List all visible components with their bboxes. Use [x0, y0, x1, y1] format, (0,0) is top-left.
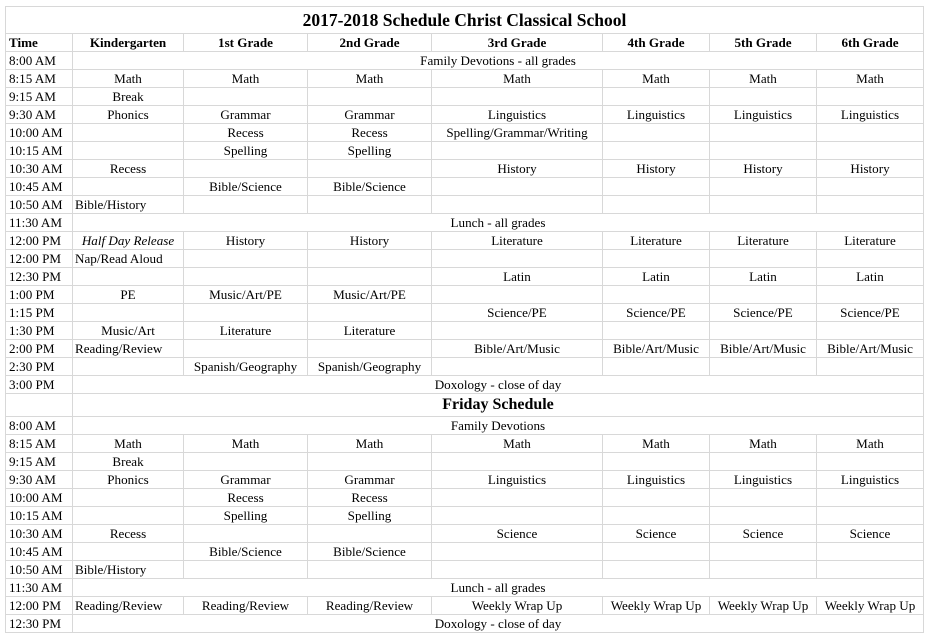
schedule-cell[interactable]: Grammar: [184, 471, 308, 489]
schedule-cell[interactable]: [603, 178, 710, 196]
schedule-row: [6, 471, 924, 489]
schedule-cell[interactable]: [603, 88, 710, 106]
schedule-cell[interactable]: [184, 160, 308, 178]
schedule-cell[interactable]: Bible/Science: [184, 543, 308, 561]
schedule-cell[interactable]: History: [308, 232, 432, 250]
header-row: [6, 34, 924, 52]
time-cell[interactable]: 12:00 PM: [6, 597, 73, 615]
schedule-row: [6, 489, 924, 507]
schedule-cell[interactable]: [73, 358, 184, 376]
schedule-row: [6, 124, 924, 142]
schedule-cell[interactable]: Spelling: [308, 507, 432, 525]
schedule-row: [6, 417, 924, 435]
schedule-cell[interactable]: [817, 250, 924, 268]
schedule-cell[interactable]: Nap/Read Aloud: [73, 250, 184, 268]
schedule-cell[interactable]: [432, 453, 603, 471]
schedule-cell[interactable]: Phonics: [73, 106, 184, 124]
schedule-cell[interactable]: Science/PE: [432, 304, 603, 322]
schedule-cell[interactable]: Weekly Wrap Up: [710, 597, 817, 615]
schedule-row: [6, 160, 924, 178]
schedule-cell[interactable]: [73, 304, 184, 322]
schedule-cell[interactable]: [308, 561, 432, 579]
time-cell[interactable]: 8:15 AM: [6, 70, 73, 88]
schedule-cell[interactable]: [432, 543, 603, 561]
schedule-cell[interactable]: [184, 304, 308, 322]
schedule-cell[interactable]: [308, 304, 432, 322]
schedule-cell[interactable]: Math: [603, 70, 710, 88]
schedule-cell[interactable]: [432, 322, 603, 340]
header-time[interactable]: Time: [6, 34, 73, 52]
schedule-cell[interactable]: [817, 358, 924, 376]
schedule-cell[interactable]: Grammar: [184, 106, 308, 124]
schedule-cell[interactable]: Literature: [603, 232, 710, 250]
schedule-cell[interactable]: [710, 142, 817, 160]
schedule-cell[interactable]: [308, 453, 432, 471]
schedule-cell[interactable]: Recess: [184, 489, 308, 507]
time-cell[interactable]: 10:30 AM: [6, 525, 73, 543]
schedule-cell[interactable]: Latin: [710, 268, 817, 286]
schedule-cell[interactable]: Linguistics: [432, 471, 603, 489]
schedule-cell[interactable]: Linguistics: [432, 106, 603, 124]
schedule-cell[interactable]: History: [184, 232, 308, 250]
schedule-cell[interactable]: History: [432, 160, 603, 178]
schedule-cell[interactable]: Math: [184, 70, 308, 88]
schedule-cell[interactable]: [817, 507, 924, 525]
time-cell[interactable]: 1:00 PM: [6, 286, 73, 304]
schedule-cell[interactable]: [73, 543, 184, 561]
schedule-row: [6, 142, 924, 160]
time-cell[interactable]: 1:30 PM: [6, 322, 73, 340]
schedule-cell[interactable]: Math: [710, 435, 817, 453]
schedule-cell[interactable]: Recess: [73, 160, 184, 178]
schedule-row: [6, 322, 924, 340]
schedule-row: [6, 88, 924, 106]
schedule-cell[interactable]: Weekly Wrap Up: [603, 597, 710, 615]
schedule-cell[interactable]: [710, 543, 817, 561]
schedule-cell[interactable]: Math: [184, 435, 308, 453]
time-cell[interactable]: 12:30 PM: [6, 268, 73, 286]
header-4th-grade[interactable]: 4th Grade: [603, 34, 710, 52]
schedule-cell[interactable]: [603, 250, 710, 268]
schedule-cell[interactable]: Math: [817, 70, 924, 88]
schedule-cell[interactable]: [710, 453, 817, 471]
schedule-row: [6, 70, 924, 88]
time-cell[interactable]: 2:00 PM: [6, 340, 73, 358]
schedule-cell[interactable]: [710, 561, 817, 579]
schedule-cell[interactable]: Half Day Release: [73, 232, 184, 250]
schedule-row: [6, 597, 924, 615]
schedule-cell[interactable]: [308, 268, 432, 286]
schedule-cell[interactable]: [432, 142, 603, 160]
schedule-cell[interactable]: [817, 489, 924, 507]
schedule-cell[interactable]: [603, 322, 710, 340]
schedule-cell[interactable]: [432, 561, 603, 579]
time-cell[interactable]: 10:50 AM: [6, 196, 73, 214]
schedule-cell[interactable]: Grammar: [308, 106, 432, 124]
schedule-cell[interactable]: Math: [432, 70, 603, 88]
schedule-cell[interactable]: [817, 543, 924, 561]
time-cell[interactable]: 1:15 PM: [6, 304, 73, 322]
schedule-cell[interactable]: Break: [73, 88, 184, 106]
schedule-cell[interactable]: [432, 489, 603, 507]
schedule-cell[interactable]: Literature: [710, 232, 817, 250]
schedule-cell[interactable]: Spanish/Geography: [184, 358, 308, 376]
schedule-cell[interactable]: Reading/Review: [73, 597, 184, 615]
all-grades-cell[interactable]: Lunch - all grades: [73, 579, 924, 597]
friday-title-row: [6, 394, 924, 417]
schedule-cell[interactable]: Linguistics: [710, 471, 817, 489]
time-cell[interactable]: 10:00 AM: [6, 489, 73, 507]
schedule-cell[interactable]: Music/Art/PE: [184, 286, 308, 304]
time-cell[interactable]: 9:15 AM: [6, 88, 73, 106]
schedule-cell[interactable]: [73, 178, 184, 196]
schedule-cell[interactable]: [603, 286, 710, 304]
header-kindergarten[interactable]: Kindergarten: [73, 34, 184, 52]
schedule-row: [6, 376, 924, 394]
schedule-row: [6, 561, 924, 579]
schedule-row: [6, 615, 924, 633]
schedule-row: [6, 579, 924, 597]
friday-schedule-title[interactable]: Friday Schedule: [73, 394, 924, 417]
schedule-cell[interactable]: Latin: [432, 268, 603, 286]
schedule-row: [6, 525, 924, 543]
schedule-cell[interactable]: [432, 196, 603, 214]
all-grades-cell[interactable]: Family Devotions: [73, 417, 924, 435]
schedule-cell[interactable]: [432, 358, 603, 376]
schedule-row: [6, 214, 924, 232]
time-cell[interactable]: 11:30 AM: [6, 579, 73, 597]
schedule-cell[interactable]: [184, 525, 308, 543]
schedule-cell[interactable]: [603, 358, 710, 376]
all-grades-cell[interactable]: Doxology - close of day: [73, 376, 924, 394]
schedule-cell[interactable]: [817, 142, 924, 160]
schedule-cell[interactable]: Bible/History: [73, 196, 184, 214]
schedule-cell[interactable]: Science: [817, 525, 924, 543]
time-cell[interactable]: 12:30 PM: [6, 615, 73, 633]
schedule-cell[interactable]: [603, 543, 710, 561]
schedule-row: [6, 453, 924, 471]
schedule-cell[interactable]: Math: [432, 435, 603, 453]
schedule-cell[interactable]: Weekly Wrap Up: [817, 597, 924, 615]
schedule-cell[interactable]: Reading/Review: [184, 597, 308, 615]
schedule-cell[interactable]: [710, 124, 817, 142]
schedule-cell[interactable]: [817, 196, 924, 214]
header-3rd-grade[interactable]: 3rd Grade: [432, 34, 603, 52]
schedule-cell[interactable]: [184, 196, 308, 214]
schedule-cell[interactable]: Math: [817, 435, 924, 453]
schedule-cell[interactable]: Latin: [817, 268, 924, 286]
all-grades-cell[interactable]: Family Devotions - all grades: [73, 52, 924, 70]
schedule-cell[interactable]: Literature: [184, 322, 308, 340]
schedule-cell[interactable]: Grammar: [308, 471, 432, 489]
schedule-row: [6, 196, 924, 214]
schedule-cell[interactable]: PE: [73, 286, 184, 304]
time-cell[interactable]: 10:30 AM: [6, 160, 73, 178]
schedule-cell[interactable]: [308, 88, 432, 106]
schedule-row: [6, 232, 924, 250]
schedule-cell[interactable]: Science/PE: [817, 304, 924, 322]
schedule-cell[interactable]: [817, 88, 924, 106]
schedule-row: [6, 340, 924, 358]
schedule-cell[interactable]: [73, 142, 184, 160]
schedule-sheet: [5, 6, 924, 633]
schedule-cell[interactable]: Linguistics: [603, 106, 710, 124]
time-cell[interactable]: 2:30 PM: [6, 358, 73, 376]
schedule-cell[interactable]: Music/Art/PE: [308, 286, 432, 304]
schedule-cell[interactable]: Reading/Review: [308, 597, 432, 615]
schedule-cell[interactable]: Literature: [432, 232, 603, 250]
schedule-cell[interactable]: Spelling/Grammar/Writing: [432, 124, 603, 142]
schedule-cell[interactable]: Linguistics: [817, 106, 924, 124]
schedule-cell[interactable]: [710, 322, 817, 340]
schedule-cell[interactable]: Math: [308, 70, 432, 88]
friday-title-time-cell[interactable]: [6, 394, 73, 417]
schedule-cell[interactable]: Science: [432, 525, 603, 543]
schedule-cell[interactable]: Math: [710, 70, 817, 88]
schedule-cell[interactable]: [308, 196, 432, 214]
schedule-cell[interactable]: [308, 525, 432, 543]
schedule-cell[interactable]: Science/PE: [603, 304, 710, 322]
schedule-cell[interactable]: [603, 196, 710, 214]
schedule-cell[interactable]: Math: [73, 435, 184, 453]
schedule-cell[interactable]: Science: [603, 525, 710, 543]
schedule-cell[interactable]: Linguistics: [710, 106, 817, 124]
schedule-cell[interactable]: [710, 250, 817, 268]
schedule-row: [6, 268, 924, 286]
schedule-cell[interactable]: Weekly Wrap Up: [432, 597, 603, 615]
schedule-cell[interactable]: [184, 88, 308, 106]
schedule-cell[interactable]: [432, 286, 603, 304]
schedule-cell[interactable]: Recess: [308, 124, 432, 142]
time-cell[interactable]: 10:45 AM: [6, 178, 73, 196]
time-cell[interactable]: 9:30 AM: [6, 471, 73, 489]
schedule-cell[interactable]: [710, 358, 817, 376]
schedule-cell[interactable]: [184, 453, 308, 471]
schedule-cell[interactable]: [710, 178, 817, 196]
time-cell[interactable]: 10:15 AM: [6, 507, 73, 525]
time-cell[interactable]: 10:00 AM: [6, 124, 73, 142]
schedule-cell[interactable]: [184, 250, 308, 268]
schedule-cell[interactable]: [184, 268, 308, 286]
schedule-cell[interactable]: [710, 286, 817, 304]
schedule-cell[interactable]: [603, 489, 710, 507]
schedule-cell[interactable]: [710, 88, 817, 106]
schedule-cell[interactable]: [817, 286, 924, 304]
header-2nd-grade[interactable]: 2nd Grade: [308, 34, 432, 52]
time-cell[interactable]: 8:00 AM: [6, 417, 73, 435]
schedule-row: [6, 106, 924, 124]
time-cell[interactable]: 10:15 AM: [6, 142, 73, 160]
schedule-cell[interactable]: Bible/Art/Music: [432, 340, 603, 358]
schedule-cell[interactable]: [308, 340, 432, 358]
schedule-cell[interactable]: Literature: [817, 232, 924, 250]
schedule-cell[interactable]: [603, 507, 710, 525]
time-cell[interactable]: 11:30 AM: [6, 214, 73, 232]
header-5th-grade[interactable]: 5th Grade: [710, 34, 817, 52]
header-1st-grade[interactable]: 1st Grade: [184, 34, 308, 52]
schedule-cell[interactable]: Science: [710, 525, 817, 543]
time-cell[interactable]: 12:00 PM: [6, 250, 73, 268]
schedule-row: [6, 178, 924, 196]
time-cell[interactable]: 12:00 PM: [6, 232, 73, 250]
schedule-cell[interactable]: [432, 507, 603, 525]
schedule-row: [6, 286, 924, 304]
schedule-cell[interactable]: Break: [73, 453, 184, 471]
schedule-cell[interactable]: Bible/Science: [308, 178, 432, 196]
schedule-cell[interactable]: [184, 561, 308, 579]
schedule-cell[interactable]: History: [817, 160, 924, 178]
schedule-cell[interactable]: Math: [603, 435, 710, 453]
schedule-cell[interactable]: Bible/Science: [308, 543, 432, 561]
schedule-row: [6, 507, 924, 525]
schedule-row: [6, 358, 924, 376]
schedule-cell[interactable]: [603, 561, 710, 579]
schedule-cell[interactable]: [817, 322, 924, 340]
schedule-title[interactable]: 2017-2018 Schedule Christ Classical School: [6, 7, 924, 34]
all-grades-cell[interactable]: Lunch - all grades: [73, 214, 924, 232]
schedule-cell[interactable]: Spelling: [184, 142, 308, 160]
time-cell[interactable]: 8:00 AM: [6, 52, 73, 70]
time-cell[interactable]: 10:50 AM: [6, 561, 73, 579]
time-cell[interactable]: 8:15 AM: [6, 435, 73, 453]
time-cell[interactable]: 10:45 AM: [6, 543, 73, 561]
schedule-cell[interactable]: Math: [73, 70, 184, 88]
schedule-row: [6, 52, 924, 70]
schedule-cell[interactable]: [432, 88, 603, 106]
schedule-cell[interactable]: [432, 178, 603, 196]
schedule-cell[interactable]: Recess: [184, 124, 308, 142]
time-cell[interactable]: 3:00 PM: [6, 376, 73, 394]
schedule-cell[interactable]: Science/PE: [710, 304, 817, 322]
schedule-cell[interactable]: [73, 124, 184, 142]
schedule-cell[interactable]: Music/Art: [73, 322, 184, 340]
schedule-cell[interactable]: [184, 340, 308, 358]
schedule-cell[interactable]: Linguistics: [603, 471, 710, 489]
schedule-cell[interactable]: [308, 250, 432, 268]
schedule-cell[interactable]: Spelling: [308, 142, 432, 160]
schedule-cell[interactable]: Recess: [308, 489, 432, 507]
schedule-cell[interactable]: Recess: [73, 525, 184, 543]
schedule-row: [6, 543, 924, 561]
schedule-cell[interactable]: [817, 561, 924, 579]
title-row: [6, 7, 924, 34]
schedule-cell[interactable]: Reading/Review: [73, 340, 184, 358]
schedule-cell[interactable]: [603, 142, 710, 160]
schedule-cell[interactable]: [73, 507, 184, 525]
schedule-cell[interactable]: Phonics: [73, 471, 184, 489]
schedule-row: [6, 250, 924, 268]
schedule-cell[interactable]: History: [603, 160, 710, 178]
schedule-cell[interactable]: [817, 453, 924, 471]
schedule-cell[interactable]: Bible/Art/Music: [710, 340, 817, 358]
schedule-cell[interactable]: History: [710, 160, 817, 178]
schedule-cell[interactable]: Bible/Art/Music: [817, 340, 924, 358]
schedule-cell[interactable]: [73, 268, 184, 286]
schedule-cell[interactable]: Bible/Art/Music: [603, 340, 710, 358]
header-6th-grade[interactable]: 6th Grade: [817, 34, 924, 52]
schedule-row: [6, 304, 924, 322]
schedule-cell[interactable]: [308, 160, 432, 178]
time-cell[interactable]: 9:15 AM: [6, 453, 73, 471]
schedule-cell[interactable]: Linguistics: [817, 471, 924, 489]
schedule-row: [6, 435, 924, 453]
schedule-cell[interactable]: Bible/History: [73, 561, 184, 579]
time-cell[interactable]: 9:30 AM: [6, 106, 73, 124]
schedule-cell[interactable]: [432, 250, 603, 268]
schedule-cell[interactable]: Math: [308, 435, 432, 453]
all-grades-cell[interactable]: Doxology - close of day: [73, 615, 924, 633]
schedule-cell[interactable]: Spelling: [184, 507, 308, 525]
schedule-cell[interactable]: Spanish/Geography: [308, 358, 432, 376]
schedule-cell[interactable]: [603, 124, 710, 142]
schedule-cell[interactable]: [817, 124, 924, 142]
schedule-cell[interactable]: Latin: [603, 268, 710, 286]
schedule-cell[interactable]: [710, 196, 817, 214]
schedule-cell[interactable]: Literature: [308, 322, 432, 340]
schedule-cell[interactable]: [603, 453, 710, 471]
schedule-cell[interactable]: [710, 507, 817, 525]
schedule-cell[interactable]: Bible/Science: [184, 178, 308, 196]
schedule-cell[interactable]: [710, 489, 817, 507]
schedule-cell[interactable]: [73, 489, 184, 507]
schedule-cell[interactable]: [817, 178, 924, 196]
